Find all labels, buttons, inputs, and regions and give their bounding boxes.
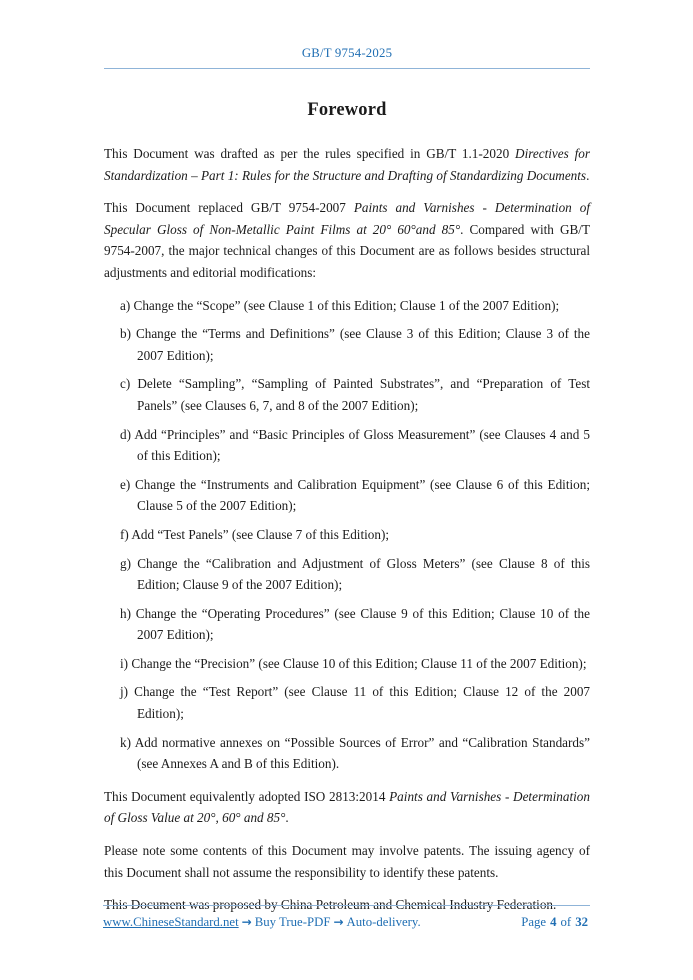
list-item-label: k) bbox=[120, 734, 131, 750]
arrow-icon: → bbox=[241, 915, 252, 929]
list-item-e bbox=[120, 474, 591, 517]
paragraph-iso-adoption: This Document equivalently adopted ISO 2813:2014 Paints and Varnishes - Determination of Gloss Value at 20°, 60° and 85°. bbox=[104, 788, 590, 826]
list-item-text: Change the “Calibration and Adjustment of Gloss Meters” (see Clause 8 of this Edition; Clause 9 of the 2007 Edition); bbox=[137, 555, 590, 593]
list-item-text: Add normative annexes on “Possible Sources of Error” and “Calibration Standards” (see Annexes A and B of this Edition). bbox=[134, 734, 590, 772]
list-item-label: c) bbox=[120, 376, 131, 392]
list-item-label: h) bbox=[120, 605, 131, 621]
list-item-text: Change the “Operating Procedures” (see Clause 9 of this Edition; Clause 10 of the 2007 Edition); bbox=[135, 605, 590, 643]
page-title: Foreword bbox=[307, 100, 387, 120]
page-label: Page bbox=[521, 915, 547, 929]
list-item-text: Add “Test Panels” (see Clause 7 of this Edition); bbox=[131, 526, 390, 542]
arrow-icon: → bbox=[333, 915, 344, 929]
list-item-text: Delete “Sampling”, “Sampling of Painted Substrates”, and “Preparation of Test Panels” (see Clauses 6, 7, and 8 of the 2007 Edition); bbox=[137, 376, 590, 413]
list-item-k bbox=[120, 732, 590, 775]
document-content bbox=[104, 46, 590, 927]
list-item-label: a) bbox=[120, 297, 131, 313]
list-item-f bbox=[120, 524, 590, 546]
list-item-label: e) bbox=[120, 476, 131, 492]
paragraph-intro: This Document was drafted as per the rules specified in GB/T 1.1-2020 Directives for Standardization – Part 1: Rules for the Structure and Drafting of Standardizing Documents. bbox=[104, 146, 590, 183]
page-total: 32 bbox=[575, 915, 588, 929]
list-item-text: Change the “Instruments and Calibration Equipment” (see Clause 6 of this Edition; Clause 5 of the 2007 Edition); bbox=[135, 476, 591, 514]
page-current: 4 bbox=[550, 915, 557, 929]
page-footer bbox=[103, 905, 590, 930]
list-item-d bbox=[120, 424, 590, 467]
list-item-j bbox=[120, 681, 591, 724]
list-item-label: j) bbox=[120, 684, 129, 700]
standard-number: GB/T 9754-2025 bbox=[301, 46, 393, 60]
list-item-label: d) bbox=[120, 426, 131, 442]
list-item-text: Change the “Precision” (see Clause 10 of this Edition; Clause 11 of the 2007 Edition); bbox=[131, 655, 587, 671]
list-item-label: f) bbox=[120, 526, 129, 542]
list-item-text: Change the “Terms and Definitions” (see Clause 3 of this Edition; Clause 3 of the 2007 Edition); bbox=[135, 326, 591, 363]
list-item-label: b) bbox=[120, 326, 131, 342]
list-item-g bbox=[120, 553, 590, 596]
list-item-c bbox=[120, 373, 590, 416]
list-item-text: Change the “Scope” (see Clause 1 of this Edition; Clause 1 of the 2007 Edition); bbox=[133, 297, 560, 313]
list-item-text: Add “Principles” and “Basic Principles of Gloss Measurement” (see Clauses 4 and 5 of this Edition); bbox=[134, 426, 590, 464]
footer-delivery-text: Auto-delivery. bbox=[346, 915, 421, 929]
list-item-i bbox=[120, 653, 590, 675]
paragraph-replacement: This Document replaced GB/T 9754-2007 Paints and Varnishes - Determination of Specular Gloss of Non-Metallic Paint Films at 20° 60°and 85°. Compared with GB/T 9754-2007, the major technical changes of this Document are as follows besides structural adjustments and editorial modifications: bbox=[104, 200, 590, 280]
of-label: of bbox=[560, 915, 572, 929]
changes-list bbox=[104, 295, 590, 775]
paragraph-proposed-by: This Document was proposed by China Petroleum and Chemical Industry Federation. bbox=[104, 897, 557, 913]
list-item-h bbox=[120, 603, 590, 646]
page-indicator bbox=[519, 915, 590, 930]
list-item-a bbox=[120, 295, 590, 317]
list-item-text: Change the “Test Report” (see Clause 11 of this Edition; Clause 12 of the 2007 Edition); bbox=[134, 684, 591, 722]
list-item-b bbox=[120, 323, 591, 366]
header-rule bbox=[104, 68, 590, 69]
paragraph-patents: Please note some contents of this Document may involve patents. The issuing agency of this Document shall not assume the responsibility to identify these patents. bbox=[104, 843, 590, 880]
list-item-label: i) bbox=[120, 655, 129, 671]
list-item-label: g) bbox=[120, 555, 131, 571]
footer-site-link[interactable]: www.ChineseStandard.net bbox=[103, 915, 239, 929]
footer-buy-text: Buy True-PDF bbox=[254, 915, 331, 929]
footer-left bbox=[103, 915, 421, 930]
